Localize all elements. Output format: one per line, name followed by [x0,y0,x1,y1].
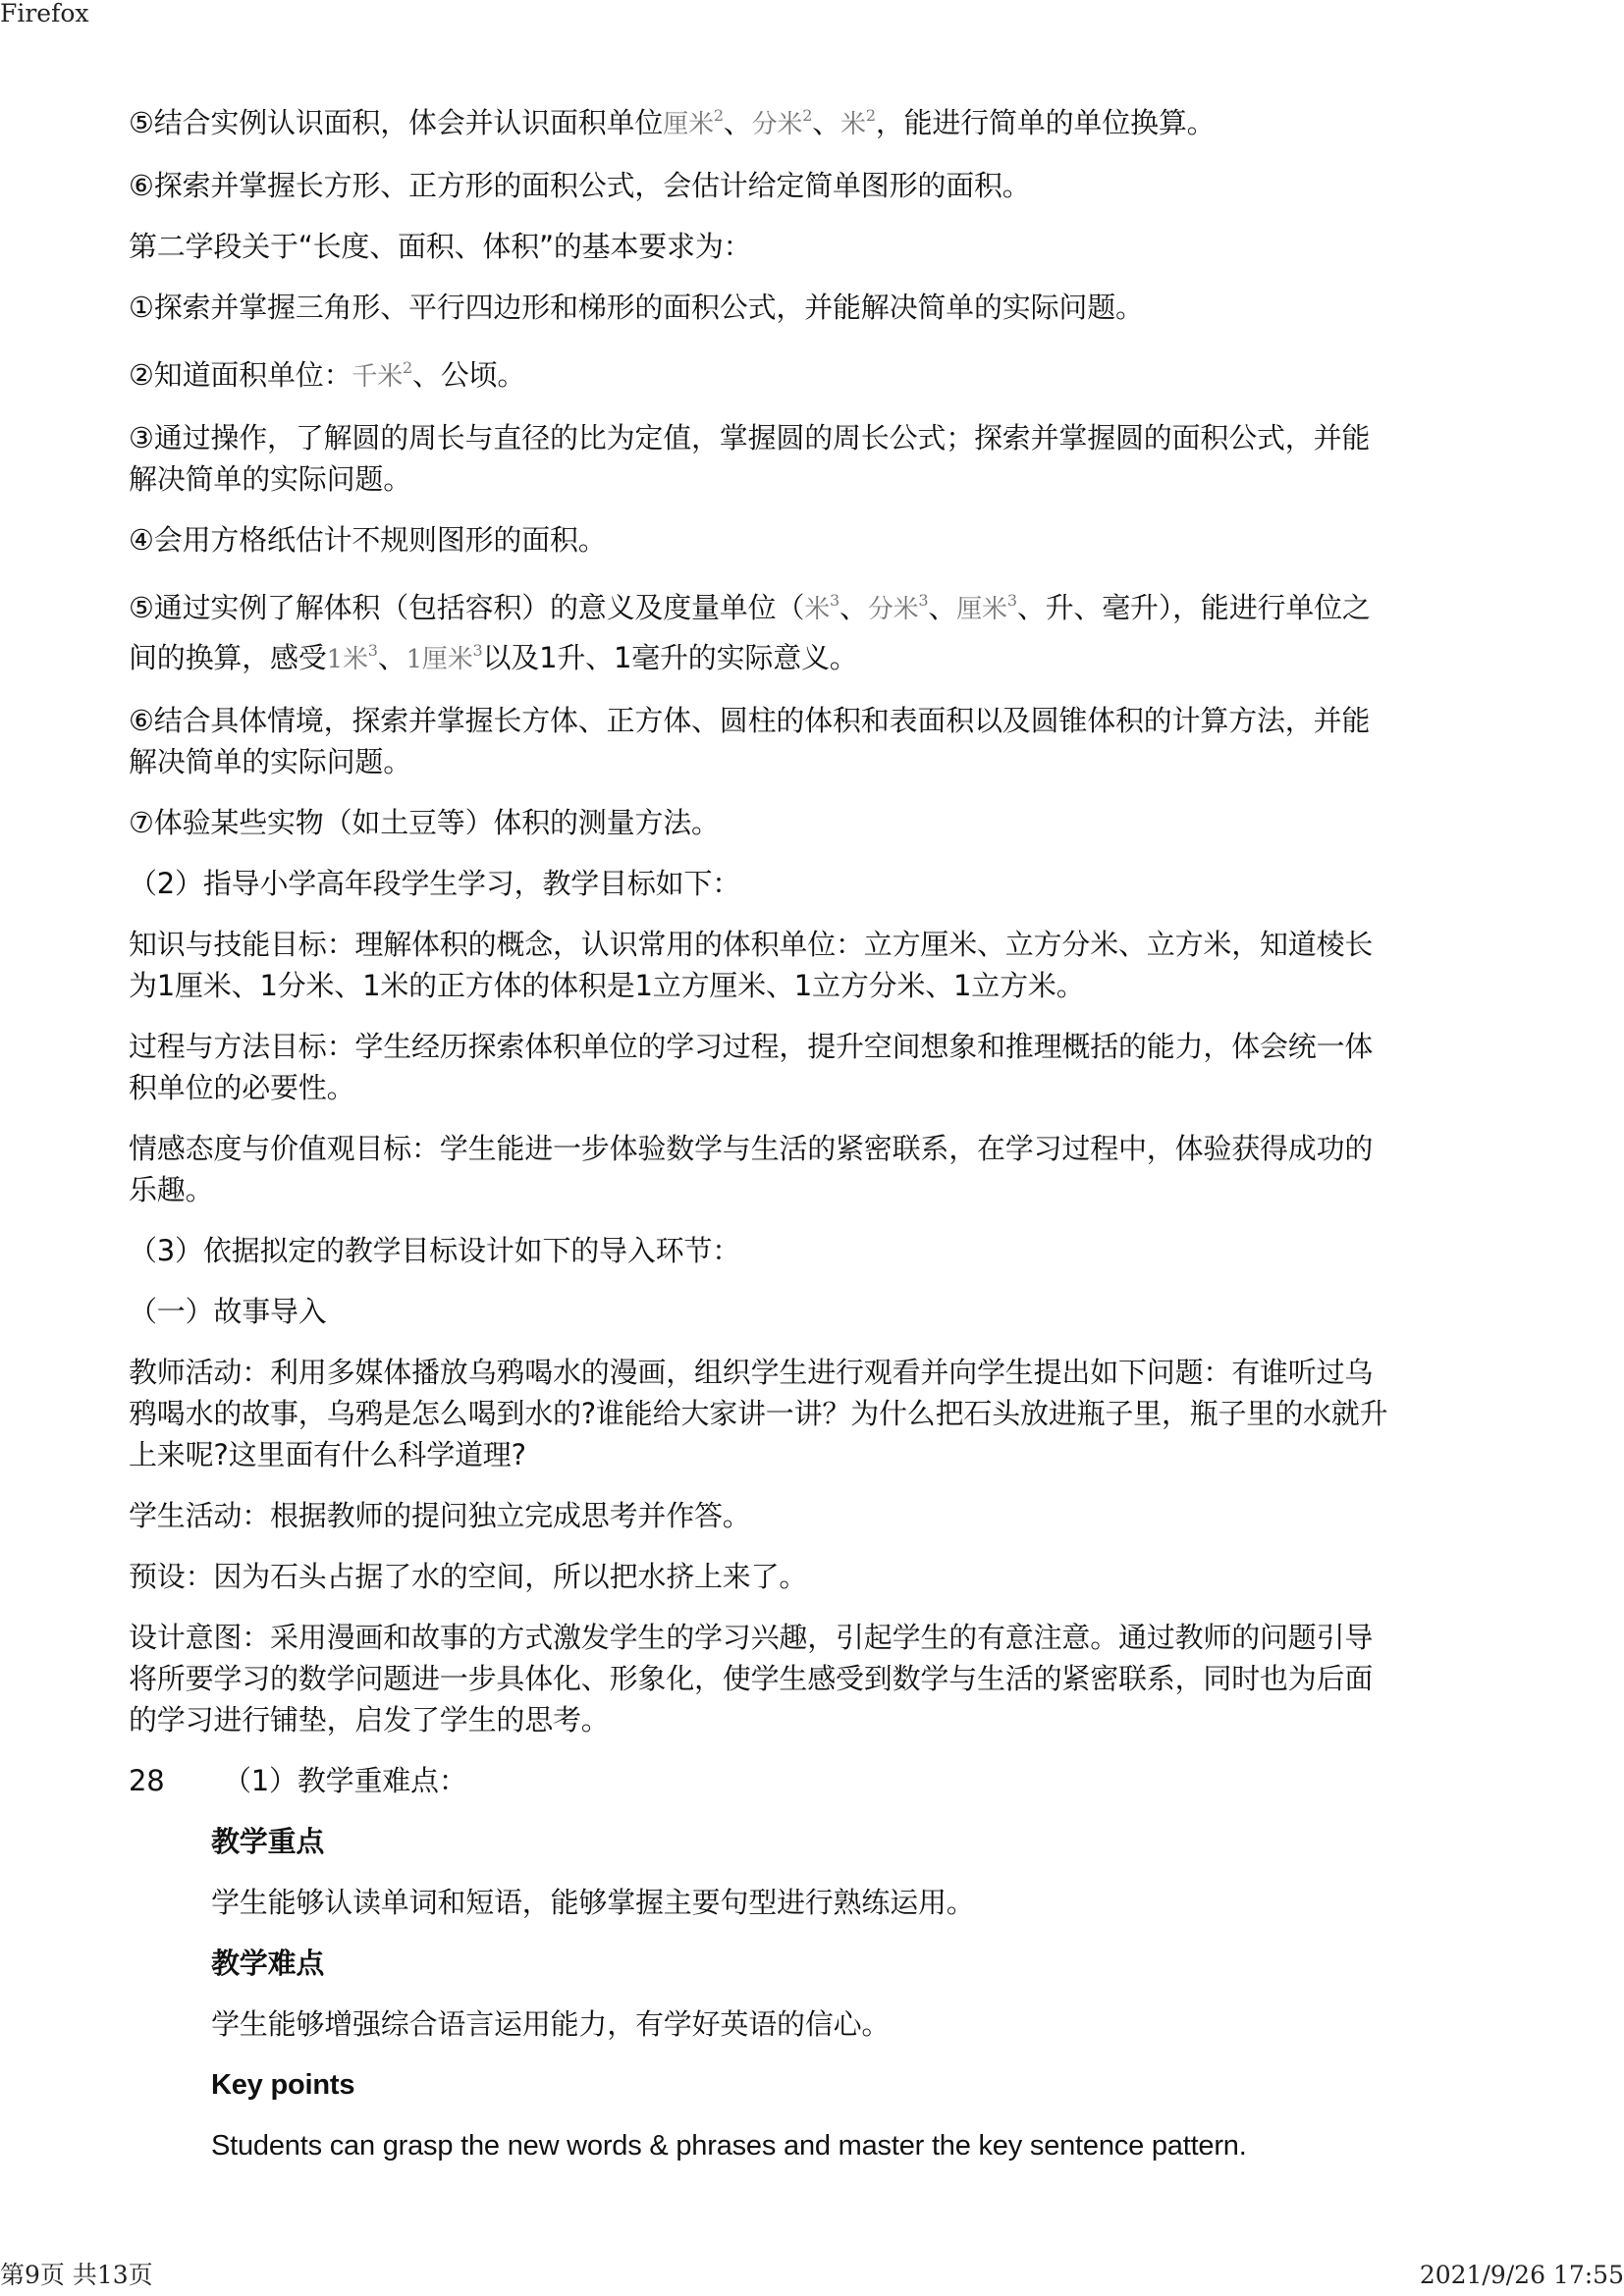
paragraph-measure-objects: ⑦体验某些实物（如土豆等）体积的测量方法。 [129,806,720,839]
paragraph-grid-estimate: ④会用方格纸估计不规则图形的面积。 [129,523,607,557]
paragraph-cuboid-volume: ⑥结合具体情境，探索并掌握长方体、正方体、圆柱的体积和表面积以及圆锥体积的计算方法，并能解决简单的实际问题。 [129,704,1371,778]
question-28 [129,1760,1395,1801]
paragraph-volume-units: ⑤通过实例了解体积（包括容积）的意义及度量单位（米$^3$、分米$^3$、厘米$^3$、升、毫升），能进行单位之间的换算，感受1米$^3$、1厘米$^3$以及1升、1毫升的实际意义。 [129,591,1371,674]
paragraph-km2-hectare: ②知道面积单位：千米$^2$、公顷。 [129,358,526,392]
browser-title: Firefox [0,0,89,27]
unit-image-1m3: 1米$^3$ [326,641,378,674]
paragraph-area-units: ⑤结合实例认识面积，体会并认识面积单位厘米$^2$、分米$^2$、米$^2$，能进行简单的单位换算。 [129,106,1216,139]
unit-image-cm3: 厘米$^3$ [956,591,1017,624]
paragraph-teaching-goals-heading: （2）指导小学高年段学生学习，教学目标如下： [129,867,741,900]
text-key-points-cn: 学生能够认读单词和短语，能够掌握主要句型进行熟练运用。 [211,1886,975,1919]
unit-image-m3: 米$^3$ [804,591,839,624]
paragraph-triangle-area: ①探索并掌握三角形、平行四边形和梯形的面积公式，并能解决简单的实际问题。 [129,291,1144,324]
paragraph-story-intro: （一）故事导入 [129,1295,327,1328]
unit-image-dm3: 分米$^3$ [867,591,929,624]
unit-image-dm2: 分米$^2$ [751,106,813,139]
paragraph-process-goal: 过程与方法目标：学生经历探索体积单位的学习过程，提升空间想象和推理概括的能力，体会统一体积单位的必要性。 [129,1030,1374,1104]
document-body [129,95,1395,2186]
paragraph-student-activity: 学生活动：根据教师的提问独立完成思考并作答。 [129,1499,751,1532]
unit-image-1cm3: 1厘米$^3$ [406,641,483,674]
paragraph-teacher-activity: 教师活动：利用多媒体播放乌鸦喝水的漫画，组织学生进行观看并向学生提出如下问题：有谁听过乌鸦喝水的故事，乌鸦是怎么喝到水的?谁能给大家讲一讲？为什么把石头放进瓶子里，瓶子里的水就升上来呢?这里面有什么科学道理? [129,1356,1388,1471]
unit-image-cm2: 厘米$^2$ [663,106,724,139]
unit-image-km2: 千米$^2$ [352,358,412,392]
paragraph-intro-design-heading: （3）依据拟定的教学目标设计如下的导入环节： [129,1234,741,1267]
text-key-points-en: Students can grasp the new words & phrases and master the key sentence pattern. [211,2130,1247,2162]
print-timestamp: 2021/9/26 17:55 [1419,2261,1624,2289]
paragraph-emotion-goal: 情感态度与价值观目标：学生能进一步体验数学与生活的紧密联系，在学习过程中，体验获得成功的乐趣。 [129,1132,1374,1206]
paragraph-circle: ③通过操作，了解圆的周长与直径的比为定值，掌握圆的周长公式；探索并掌握圆的面积公式，并能解决简单的实际问题。 [129,421,1371,496]
paragraph-design-intent: 设计意图：采用漫画和故事的方式激发学生的学习兴趣，引起学生的有意注意。通过教师的问题引导将所要学习的数学问题进一步具体化、形象化，使学生感受到数学与生活的紧密联系，同时也为后面的学习进行铺垫，启发了学生的思考。 [129,1621,1374,1736]
page-number: 第9页 共13页 [0,2261,153,2289]
paragraph-stage-two-heading: 第二学段关于“长度、面积、体积”的基本要求为： [129,230,752,263]
heading-key-points-en: Key points [211,2069,355,2101]
paragraph-knowledge-goal: 知识与技能目标：理解体积的概念，认识常用的体积单位：立方厘米、立方分米、立方米，知道棱长为1厘米、1分米、1米的正方体的体积是1立方厘米、1立方分米、1立方米。 [129,928,1374,1002]
paragraph-rect-square-area: ⑥探索并掌握长方形、正方形的面积公式，会估计给定简单图形的面积。 [129,169,1031,202]
question-number: 28 [129,1764,165,1797]
unit-image-m2: 米$^2$ [840,106,876,139]
paragraph-preset: 预设：因为石头占据了水的空间，所以把水挤上来了。 [129,1560,808,1593]
heading-difficult-points-cn: 教学难点 [211,1947,325,1980]
question-text: （1）教学重难点： [223,1764,467,1797]
heading-key-points-cn: 教学重点 [211,1825,325,1858]
text-difficult-points-cn: 学生能够增强综合语言运用能力，有学好英语的信心。 [211,2007,891,2041]
